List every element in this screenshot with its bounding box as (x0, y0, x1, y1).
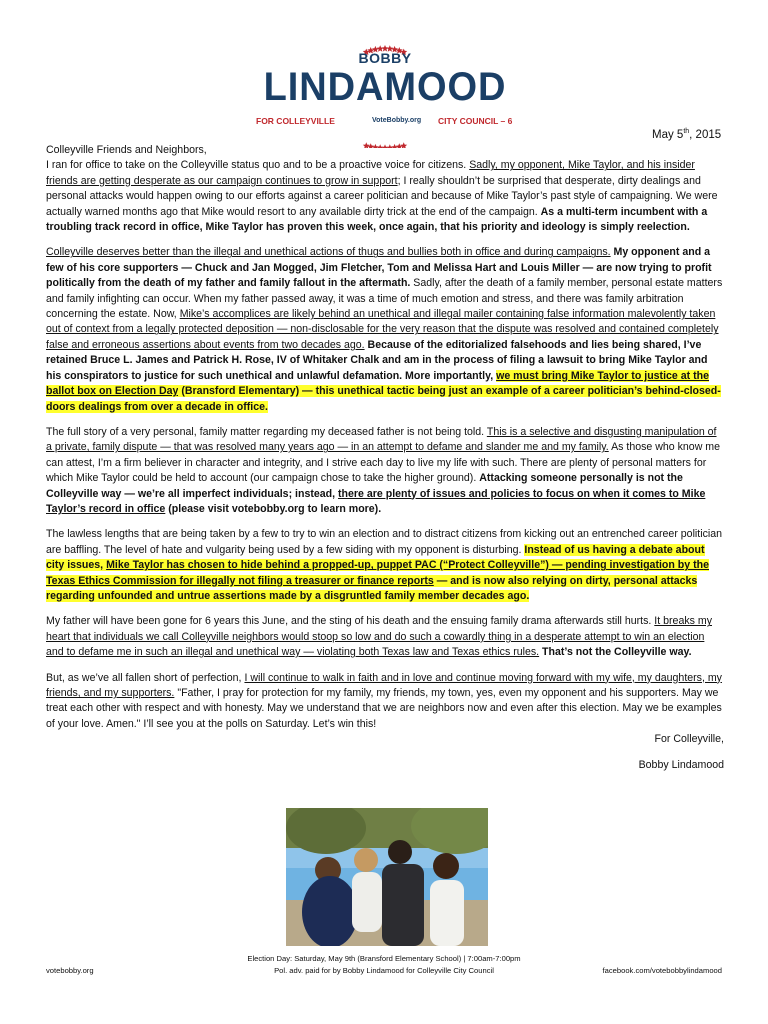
footer-election-day: Election Day: Saturday, May 9th (Bransford Elementary School) | 7:00am-7:00pm (247, 954, 521, 963)
campaign-logo (250, 36, 520, 148)
paragraph-5: My father will have been gone for 6 years this June, and the sting of his death and the ensuing family drama afterwards still hurts. It breaks my heart that individuals we call Colleyville neighbors would stoop so low and do such a cowardly thing in a desperate attempt to win an election and to defame me in such an illegal and unethical way — violating both Texas law and Texas ethics rules. That’s not the Colleyville way. (46, 615, 712, 659)
paragraph-1: I ran for office to take on the Colleyville status quo and to be a proactive voice for citizens. Sadly, my opponent, Mike Taylor, and his insider friends are getting desperate as our campaign continues to grow in support; I really shouldn’t be surprised that desperate, dirty dealings and personal attacks would happen owing to our efforts against a career politician and because of Mike Taylor’s past style of campaigning. We were actually warned months ago that Mike would resort to any available dirty trick at the end of the campaign. As a multi-term incumbent with a troubling track record in office, Mike Taylor has proven this week, once again, that his priority and ideology is simply reelection. (46, 159, 718, 234)
closing: For Colleyville, (654, 733, 724, 746)
logo-last-name: LINDAMOOD (263, 65, 507, 109)
paragraph-2: Colleyville deserves better than the illegal and unethical actions of thugs and bullies both in office and during campaigns. My opponent and a few of his core supporters — Chuck and Jan Mogged, Jim Fletcher, Tom and Melissa Hart and Louis Miller — are now trying to profit politically from the death of my father and family fallout in the aftermath. Sadly, after the death of a family member, personal estate matters and family infighting can occur. When my father passed away, it was a time of much emotion and stress, and there was family arbitration concerning the estate. Now, Mike’s accomplices are likely behind an unethical and illegal mailer containing false information malevolently taken out of context from a legally protected deposition — non-disclosable for the very reason that the dispute was resolved and contained completely false and erroneous assertions about events from two decades ago. Because of the editorialized falsehoods and lies being shared, I’ve retained Bruce L. James and Patrick H. Rose, IV of Whitaker Chalk and am in the process of filing a lawsuit to bring Mike Taylor and his conspirators to justice for such unethical and unlawful defamation. More importantly, we must bring Mike Taylor to justice at the ballot box on Election Day (Bransford Elementary) — this unethical tactic being just an example of a career politician’s behind-closed-doors dealings from over a decade in office. (46, 246, 723, 413)
logo-right-tag: CITY COUNCIL – 6 (438, 116, 513, 126)
paragraph-3: The full story of a very personal, family matter regarding my deceased father is not being told. This is a selective and disgusting manipulation of a private, family dispute — that was resolved many years ago — in an attempt to defame and slander me and my family. As those who know me can attest, I’m a firm believer in character and integrity, and I strive each day to live my life with such. There are plenty of personal matters for which Mike Taylor could be held to account (our campaign chose to take the higher ground). Attacking someone personally is not the Colleyville way — we’re all imperfect individuals; instead, there are plenty of issues and policies to focus on when it comes to Mike Taylor’s record in office (please visit votebobby.org to learn more). (46, 425, 721, 515)
logo-website: VoteBobby.org (372, 117, 422, 124)
family-photo-image (286, 808, 488, 946)
signature: Bobby Lindamood (638, 758, 724, 771)
letter-date: May 5th, 2015 (652, 128, 722, 141)
logo-first-name: BOBBY (358, 50, 412, 66)
paragraph-4: The lawless lengths that are being taken by a few to try to win an election and to distract citizens from kicking out an entrenched career politician are baffling. The level of hate and vulgarity being used by a few siding with my opponent is disturbing. Instead of us having a debate about city issues, Mike Taylor has chosen to hide behind a propped-up, puppet PAC (“Protect Colleyville”) — pending investigation by the Texas Ethics Commission for illegally not filing a treasurer or finance reports — and is now also relying on dirty, personal attacks regarding unfounded and untrue assertions made by a disgruntled family member decades ago. (46, 528, 723, 602)
footer-website-link[interactable]: votebobby.org (46, 966, 94, 975)
footer-facebook-link[interactable]: facebook.com/votebobbylindamood (602, 966, 722, 975)
letter-body (46, 143, 724, 783)
family-photo (286, 808, 488, 946)
paragraph-6: But, as we’ve all fallen short of perfection, I will continue to walk in faith and in love and continue moving forward with my wife, my daughters, my friends, and my supporters. "Father, I pray for protection for my family, my friends, my town, yes, even my opponent and his supporters. May we treat each other with respect and with honesty. May we understand that we are neighbors now and even after this election. May we be examples of your love. Amen." I’ll see you at the polls on Saturday. Let’s win this! (46, 671, 722, 730)
salutation: Colleyville Friends and Neighbors, (46, 144, 207, 156)
footer-paid-for: Pol. adv. paid for by Bobby Lindamood for Colleyville City Council (274, 966, 494, 975)
logo-left-tag: FOR COLLEYVILLE (256, 116, 335, 126)
